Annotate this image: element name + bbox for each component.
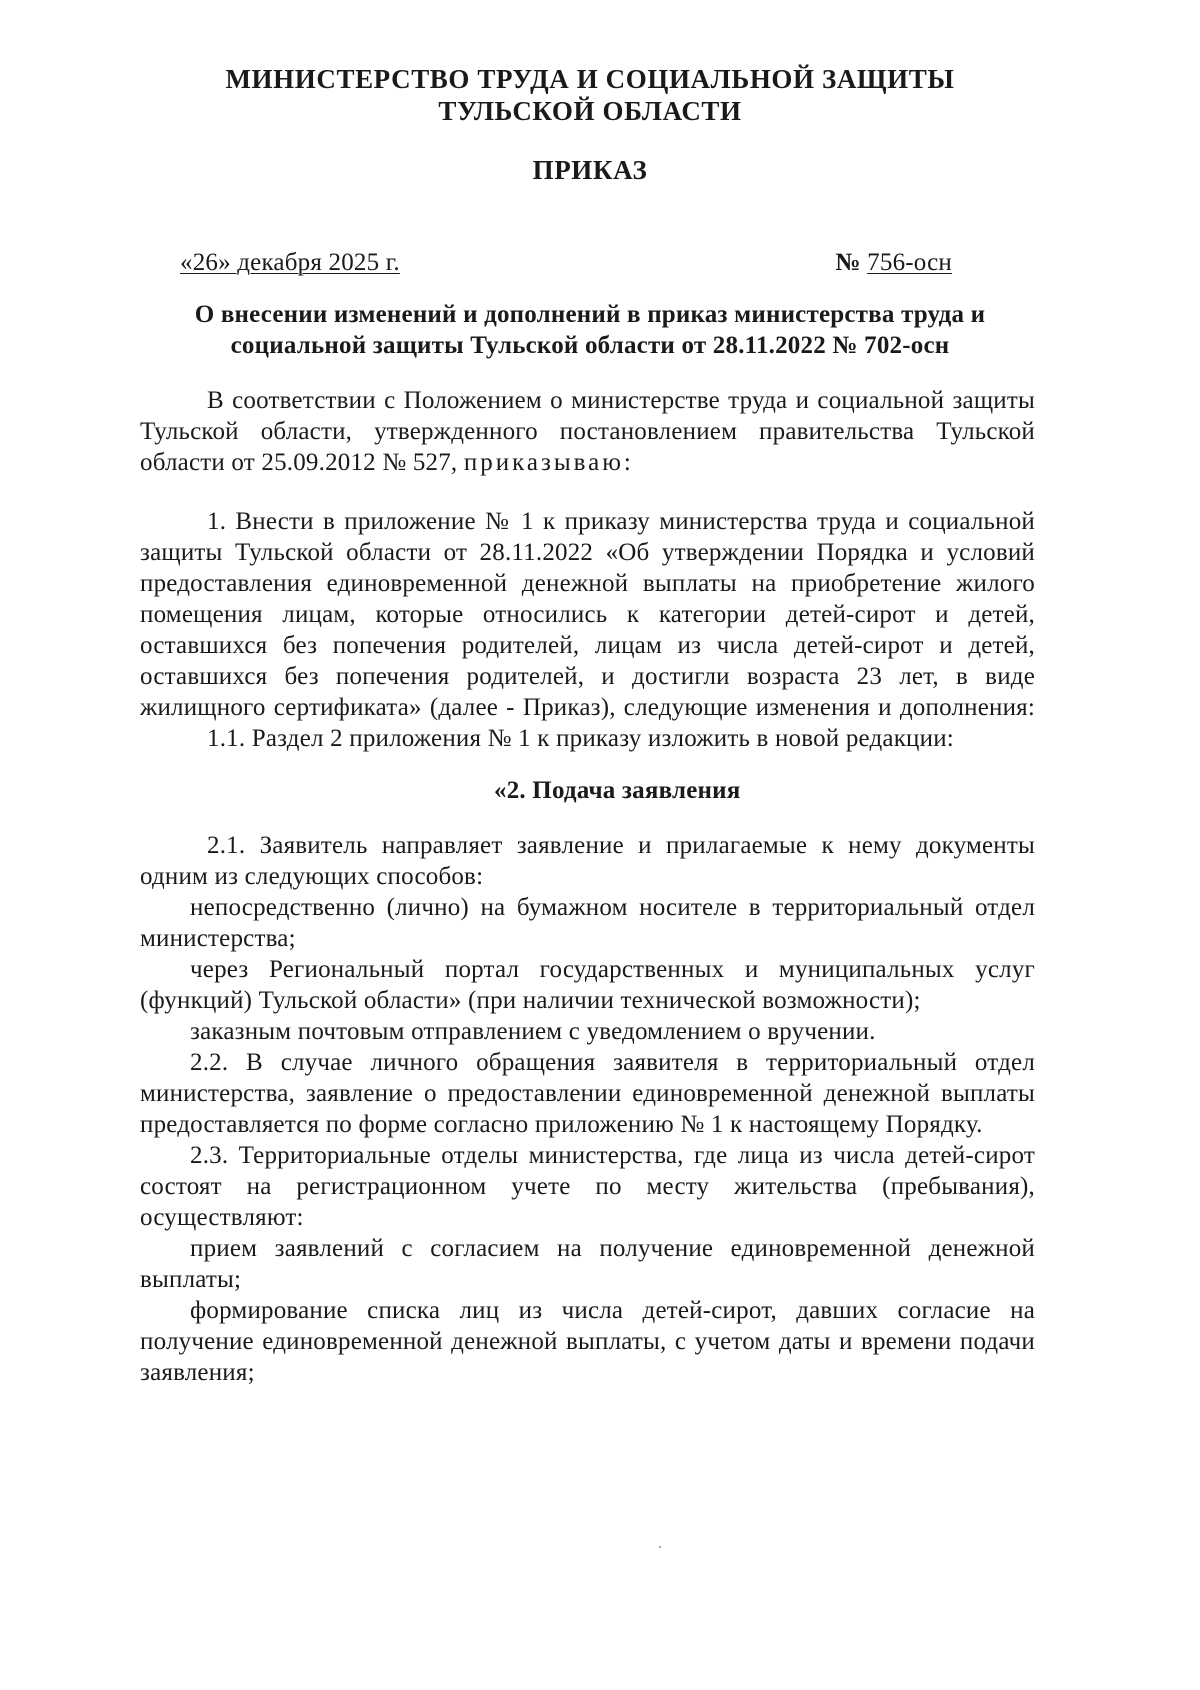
number-sign: № [835, 249, 861, 276]
s2-line-6: (функций) Тульской области» (при наличии технической возможности); [140, 987, 921, 1014]
document-type: ПРИКАЗ [532, 155, 648, 185]
item1-line-2: защиты Тульской области от 28.11.2022 «Об утверждении Порядка и условий [140, 539, 1035, 566]
s2-line-11: 2.3. Территориальные отделы министерства, где лица из числа детей-сирот [190, 1142, 1035, 1169]
s2-line-17: получение единовременной денежной выплаты, с учетом даты и времени подачи [140, 1328, 1035, 1355]
subject-line-1: О внесении изменений и дополнений в приказ министерства труда и [194, 301, 986, 328]
item1-1-line: 1.1. Раздел 2 приложения № 1 к приказу изложить в новой редакции: [207, 725, 954, 752]
ministry-name-line-1: МИНИСТЕРСТВО ТРУДА И СОЦИАЛЬНОЙ ЗАЩИТЫ [225, 64, 955, 94]
section2-heading: «2. Подача заявления [494, 777, 741, 804]
subject-line-2: социальной защиты Тульской области от 28.11.2022 № 702-осн [230, 332, 950, 359]
item1-line-6: оставшихся без попечения родителей, и достигли возраста 23 лет, в виде [140, 663, 1035, 690]
item1-line-3: предоставления единовременной денежной выплаты на приобретение жилого [140, 570, 1035, 597]
order-verb: приказываю: [463, 449, 634, 476]
s2-line-7: заказным почтовым отправлением с уведомлением о вручении. [190, 1018, 876, 1045]
s2-line-1: 2.1. Заявитель направляет заявление и прилагаемые к нему документы [207, 832, 1035, 859]
item1-line-5: оставшихся без попечения родителей, лицам из числа детей-сирот и детей, [140, 632, 1035, 659]
item1-line-1: 1. Внести в приложение № 1 к приказу министерства труда и социальной [207, 508, 1035, 535]
s2-line-9: министерства, заявление о предоставлении единовременной денежной выплаты [140, 1080, 1035, 1107]
order-number-value: 756-осн [867, 249, 952, 276]
scan-speck [659, 1546, 661, 1548]
preamble-line-3 [140, 448, 634, 478]
item1-line-4: помещения лицам, которые относились к категории детей-сирот и детей, [140, 601, 1035, 628]
s2-line-4: министерства; [140, 925, 296, 952]
s2-line-15: выплаты; [140, 1266, 242, 1293]
s2-line-3: непосредственно (лично) на бумажном носителе в территориальный отдел [190, 894, 1035, 921]
ministry-name-line-2: ТУЛЬСКОЙ ОБЛАСТИ [438, 96, 742, 126]
preamble-line-2: Тульской области, утвержденного постановлением правительства Тульской [140, 418, 1035, 445]
preamble-line-1: В соответствии с Положением о министерстве труда и социальной защиты [207, 387, 1035, 414]
s2-line-13: осуществляют: [140, 1204, 304, 1231]
item1-line-7: жилищного сертификата» (далее - Приказ), следующие изменения и дополнения: [140, 694, 1035, 721]
s2-line-14: прием заявлений с согласием на получение единовременной денежной [190, 1235, 1035, 1262]
s2-line-5: через Региональный портал государственных и муниципальных услуг [190, 956, 1035, 983]
order-date: «26» декабря 2025 г. [180, 249, 400, 276]
s2-line-8: 2.2. В случае личного обращения заявителя в территориальный отдел [190, 1049, 1035, 1076]
order-number [812, 248, 952, 278]
s2-line-12: состоят на регистрационном учете по месту жительства (пребывания), [140, 1173, 1035, 1200]
s2-line-18: заявления; [140, 1359, 255, 1386]
s2-line-16: формирование списка лиц из числа детей-сирот, давших согласие на [190, 1297, 1035, 1324]
s2-line-10: предоставляется по форме согласно приложению № 1 к настоящему Порядку. [140, 1111, 983, 1138]
s2-line-2: одним из следующих способов: [140, 863, 484, 890]
preamble-line-3-text: области от 25.09.2012 № 527, [140, 449, 458, 476]
